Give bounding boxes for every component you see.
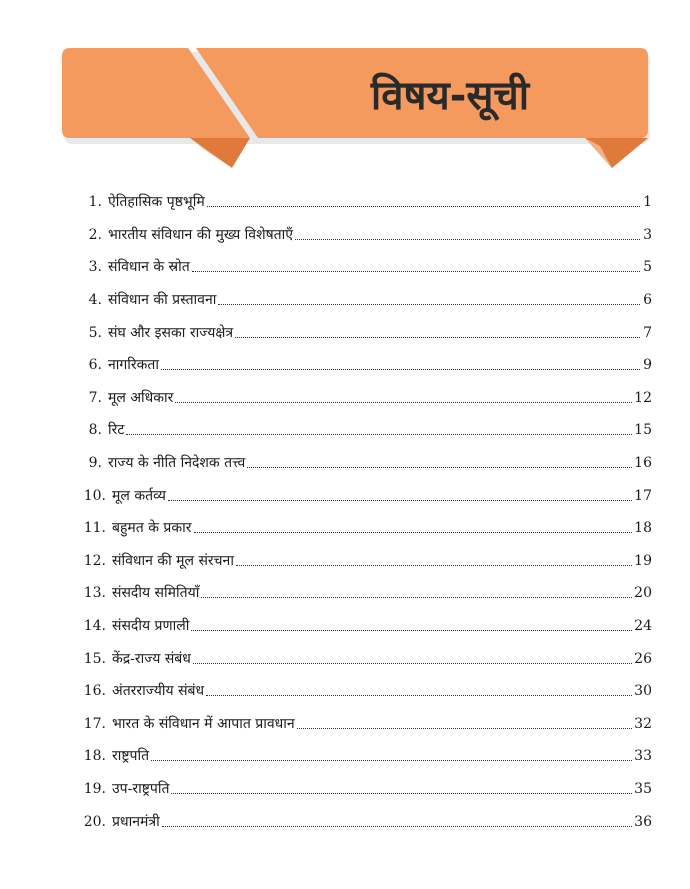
toc-entry-title: मूल कर्तव्य: [112, 487, 166, 504]
toc-entry-title: बहुमत के प्रकार: [112, 520, 192, 537]
toc-entry-title: ऐतिहासिक पृष्ठभूमि: [108, 194, 205, 211]
dot-leader: [247, 466, 632, 468]
toc-entry-title: संसदीय समितियाँ: [112, 585, 200, 602]
toc-entry-page: 15: [634, 422, 652, 439]
toc-entry-page: 17: [634, 487, 652, 504]
toc-entry-title: उप-राष्ट्रपति: [112, 780, 170, 797]
dot-leader: [218, 303, 640, 305]
toc-entry[interactable]: [78, 316, 652, 349]
toc-entry[interactable]: [78, 805, 652, 838]
toc-entry-title: संविधान के स्रोत: [108, 259, 190, 276]
toc-entry-number: 2.: [88, 226, 102, 243]
dot-leader: [194, 531, 633, 533]
toc-entry-page: 32: [634, 715, 652, 732]
toc-entry-page: 33: [634, 748, 652, 765]
toc-entry-page: 35: [634, 780, 652, 797]
toc-entry-number: 10.: [83, 487, 106, 504]
toc-entry-number: 4.: [88, 292, 102, 309]
dot-leader: [168, 499, 632, 501]
toc-entry-number: 18.: [83, 748, 106, 765]
toc-entry-page: 36: [634, 813, 652, 830]
toc-entry[interactable]: [78, 610, 652, 643]
toc-entry-title: संविधान की मूल संरचना: [112, 552, 234, 569]
toc-entry-number: 16.: [83, 683, 106, 700]
toc-entry[interactable]: [78, 479, 652, 512]
dot-leader: [162, 825, 632, 827]
toc-entry-title: राष्ट्रपति: [112, 748, 150, 765]
toc-entry[interactable]: [78, 251, 652, 284]
toc-entry-title: केंद्र-राज्य संबंध: [112, 650, 191, 667]
toc-entry-page: 5: [643, 259, 652, 276]
table-of-contents: [78, 186, 652, 838]
toc-entry-title: संघ और इसका राज्यक्षेत्र: [108, 324, 234, 341]
toc-entry-title: भारतीय संविधान की मुख्य विशेषताएँ: [108, 226, 294, 243]
toc-entry-number: 19.: [83, 780, 106, 797]
toc-entry[interactable]: [78, 675, 652, 708]
dot-leader: [193, 662, 632, 664]
dot-leader: [207, 205, 640, 207]
toc-entry-page: 24: [634, 618, 652, 635]
title-banner: [0, 0, 690, 175]
toc-entry-title: मूल अधिकार: [108, 389, 174, 406]
toc-entry-page: 1: [643, 194, 652, 211]
dot-leader: [236, 564, 632, 566]
toc-entry-number: 13.: [83, 585, 106, 602]
toc-entry[interactable]: [78, 577, 652, 610]
dot-leader: [295, 238, 640, 240]
toc-entry[interactable]: [78, 642, 652, 675]
toc-entry-title: अंतरराज्यीय संबंध: [112, 683, 205, 700]
toc-entry-page: 7: [643, 324, 652, 341]
toc-entry-number: 7.: [88, 389, 102, 406]
toc-entry-number: 12.: [83, 552, 106, 569]
toc-entry-page: 26: [634, 650, 652, 667]
toc-entry[interactable]: [78, 284, 652, 317]
toc-entry[interactable]: [78, 349, 652, 382]
toc-entry-title: भारत के संविधान में आपात प्रावधान: [112, 715, 295, 732]
toc-entry-number: 5.: [88, 324, 102, 341]
dot-leader: [201, 596, 632, 598]
toc-entry-title: राज्य के नीति निदेशक तत्त्व: [108, 455, 246, 472]
toc-entry-page: 30: [634, 683, 652, 700]
toc-entry[interactable]: [78, 773, 652, 806]
toc-entry[interactable]: [78, 740, 652, 773]
toc-entry[interactable]: [78, 186, 652, 219]
toc-entry-page: 16: [634, 455, 652, 472]
toc-entry-page: 6: [643, 292, 652, 309]
toc-entry-title: रिट: [108, 422, 125, 439]
toc-entry-number: 15.: [83, 650, 106, 667]
toc-entry[interactable]: [78, 382, 652, 415]
toc-entry[interactable]: [78, 545, 652, 578]
toc-entry-number: 1.: [88, 194, 102, 211]
toc-entry-number: 8.: [88, 422, 102, 439]
toc-entry[interactable]: [78, 447, 652, 480]
dot-leader: [161, 368, 640, 370]
dot-leader: [297, 727, 632, 729]
page-title: विषय-सूची: [370, 73, 530, 119]
toc-entry-number: 3.: [88, 259, 102, 276]
dot-leader: [192, 270, 640, 272]
dot-leader: [126, 433, 632, 435]
toc-entry-page: 3: [643, 226, 652, 243]
toc-entry-title: संसदीय प्रणाली: [112, 618, 190, 635]
dot-leader: [175, 401, 632, 403]
toc-entry-number: 9.: [88, 455, 102, 472]
toc-entry-page: 12: [634, 389, 652, 406]
toc-entry-title: नागरिकता: [108, 357, 159, 374]
toc-entry-title: संविधान की प्रस्तावना: [108, 292, 217, 309]
dot-leader: [206, 694, 632, 696]
toc-entry-page: 19: [634, 552, 652, 569]
dot-leader: [171, 792, 632, 794]
toc-entry-number: 14.: [83, 618, 106, 635]
dot-leader: [191, 629, 632, 631]
toc-entry[interactable]: [78, 708, 652, 741]
toc-entry-page: 9: [643, 357, 652, 374]
toc-entry[interactable]: [78, 219, 652, 252]
toc-entry-page: 20: [634, 585, 652, 602]
toc-entry-number: 20.: [83, 813, 106, 830]
toc-entry[interactable]: [78, 512, 652, 545]
toc-entry-number: 6.: [88, 357, 102, 374]
dot-leader: [151, 759, 632, 761]
dot-leader: [235, 336, 640, 338]
toc-entry-number: 11.: [83, 520, 106, 537]
toc-entry-page: 18: [634, 520, 652, 537]
toc-entry-number: 17.: [83, 715, 106, 732]
toc-entry-title: प्रधानमंत्री: [112, 813, 160, 830]
toc-entry[interactable]: [78, 414, 652, 447]
